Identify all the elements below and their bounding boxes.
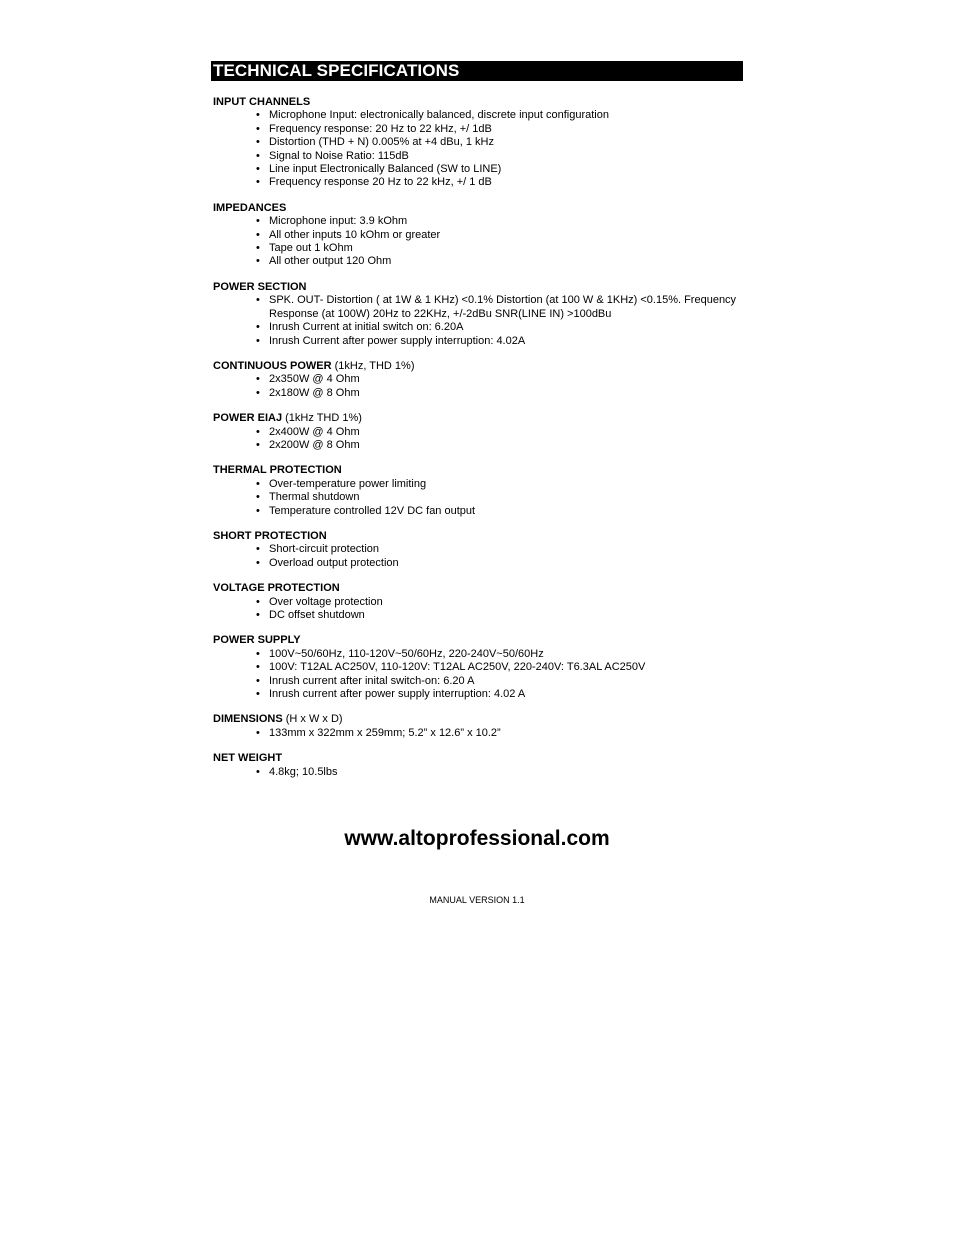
list-item-text: 100V: T12AL AC250V, 110-120V: T12AL AC250V, 220-240V: T6.3AL AC250V	[269, 661, 646, 674]
list-item-text: Inrush Current after power supply interruption: 4.02A	[269, 334, 526, 347]
list-item	[256, 136, 743, 149]
spec-section	[213, 464, 743, 518]
section-subheading: (1kHz THD 1%)	[282, 412, 362, 425]
list-item	[256, 373, 743, 386]
list-item-text: Overload output protection	[269, 556, 399, 569]
section-heading-line	[213, 202, 743, 215]
list-item-text: 2x350W @ 4 Ohm	[269, 373, 360, 386]
list-item-text: 100V~50/60Hz, 110-120V~50/60Hz, 220-240V~50/60Hz	[269, 647, 544, 660]
list-item	[256, 294, 743, 321]
section-heading-line	[213, 634, 743, 647]
list-item-text: Over voltage protection	[269, 595, 383, 608]
spec-section	[213, 634, 743, 701]
bullet-icon: •	[256, 609, 260, 621]
section-heading-line	[213, 582, 743, 595]
section-heading-line	[213, 713, 743, 726]
list-item-text: Frequency response: 20 Hz to 22 kHz, +/ 1dB	[269, 122, 492, 135]
bullet-icon: •	[256, 176, 260, 189]
bullet-icon: •	[256, 425, 260, 438]
list-item	[256, 386, 743, 400]
bullet-icon: •	[256, 647, 260, 660]
list-item-text: Inrush Current at initial switch on: 6.20A	[269, 321, 464, 334]
spec-section	[213, 412, 743, 452]
bullet-icon: •	[256, 255, 260, 268]
bullet-icon: •	[256, 122, 260, 135]
section-heading: NET WEIGHT	[213, 752, 283, 765]
bullet-icon: •	[256, 386, 260, 399]
bullet-icon: •	[256, 674, 260, 687]
bullet-icon: •	[256, 215, 260, 228]
list-item	[256, 149, 743, 163]
list-item	[256, 215, 743, 228]
spec-list	[213, 373, 743, 400]
bullet-icon: •	[256, 373, 260, 386]
list-item	[256, 661, 743, 674]
spec-list	[213, 426, 743, 453]
section-heading-line	[213, 281, 743, 294]
bullet-icon: •	[256, 661, 260, 674]
section-heading-line	[213, 96, 743, 109]
section-heading: CONTINUOUS POWER	[213, 359, 332, 372]
bullet-icon: •	[256, 294, 260, 307]
spec-section	[213, 582, 743, 622]
manual-version: MANUAL VERSION 1.1	[429, 895, 525, 905]
list-item-text: Signal to Noise Ratio: 115dB	[269, 149, 409, 162]
section-heading: SHORT PROTECTION	[213, 529, 327, 542]
list-item-text: Microphone Input: electronically balanced, discrete input configuration	[269, 109, 609, 122]
section-heading: DIMENSIONS	[213, 713, 283, 726]
list-item	[256, 477, 743, 491]
bullet-icon: •	[256, 228, 260, 241]
list-item-text: Distortion (THD + N) 0.005% at +4 dBu, 1 kHz	[269, 136, 494, 149]
list-item	[256, 765, 743, 779]
list-item	[256, 228, 743, 242]
spec-list	[213, 766, 743, 779]
list-item	[256, 122, 743, 136]
bullet-icon: •	[256, 504, 260, 517]
list-item-text: All other output 120 Ohm	[269, 255, 392, 268]
section-heading: IMPEDANCES	[213, 201, 287, 214]
section-subheading: (H x W x D)	[282, 713, 343, 726]
spec-section	[213, 281, 743, 348]
section-heading: VOLTAGE PROTECTION	[213, 582, 340, 595]
bullet-icon: •	[256, 726, 260, 739]
list-item-text: Inrush current after power supply interruption: 4.02 A	[269, 688, 526, 701]
list-item-text: 4.8kg; 10.5lbs	[269, 765, 338, 778]
spec-list	[213, 478, 743, 518]
list-item-text: 2x400W @ 4 Ohm	[269, 425, 360, 438]
section-heading-line	[213, 752, 743, 765]
title-bar	[211, 61, 743, 81]
spec-list	[213, 215, 743, 269]
list-item	[256, 321, 743, 334]
bullet-icon: •	[256, 109, 260, 122]
section-heading-line	[213, 464, 743, 477]
list-item-text: Short-circuit protection	[269, 543, 380, 556]
section-heading-line	[213, 412, 743, 425]
list-item-text: 133mm x 322mm x 259mm; 5.2” x 12.6” x 10.2”	[269, 726, 501, 739]
list-item	[256, 109, 743, 122]
spec-list	[213, 543, 743, 570]
list-item-text: Inrush current after inital switch-on: 6.20 A	[269, 674, 475, 687]
list-item	[256, 674, 743, 688]
bullet-icon: •	[256, 688, 260, 701]
list-item	[256, 647, 743, 661]
list-item	[256, 595, 743, 609]
bullet-icon: •	[256, 136, 260, 149]
list-item	[256, 556, 743, 570]
spec-list	[213, 109, 743, 189]
list-item-text: 2x180W @ 8 Ohm	[269, 386, 360, 399]
section-heading: POWER SUPPLY	[213, 634, 301, 647]
list-item	[256, 491, 743, 504]
bullet-icon: •	[256, 334, 260, 347]
list-item-text: Over-temperature power limiting	[269, 477, 427, 490]
spec-list	[213, 596, 743, 623]
list-item	[256, 726, 743, 740]
list-item	[256, 609, 743, 622]
section-heading-line	[213, 360, 743, 373]
bullet-icon: •	[256, 242, 260, 255]
spec-list	[213, 727, 743, 740]
bullet-icon: •	[256, 491, 260, 504]
bullet-icon: •	[256, 543, 260, 556]
website-url: www.altoprofessional.com	[344, 827, 610, 850]
list-item-text: Tape out 1 kOhm	[269, 242, 353, 255]
list-item-text: Line input Electronically Balanced (SW to LINE)	[269, 163, 502, 176]
list-item-text: All other inputs 10 kOhm or greater	[269, 228, 441, 241]
list-item-text: Temperature controlled 12V DC fan output	[269, 504, 476, 517]
bullet-icon: •	[256, 438, 260, 451]
section-heading: POWER EIAJ	[213, 412, 283, 425]
spec-section	[213, 202, 743, 269]
section-heading: INPUT CHANNELS	[213, 96, 311, 108]
list-item	[256, 688, 743, 701]
section-subheading: (1kHz, THD 1%)	[331, 359, 415, 372]
bullet-icon: •	[256, 765, 260, 778]
bullet-icon: •	[256, 595, 260, 608]
spec-list	[213, 294, 743, 348]
bullet-icon: •	[256, 556, 260, 569]
spec-list	[213, 648, 743, 702]
list-item	[256, 425, 743, 439]
spec-section	[213, 96, 743, 190]
section-heading: POWER SECTION	[213, 280, 307, 293]
list-item	[256, 242, 743, 255]
spec-section	[213, 360, 743, 400]
spec-section	[213, 713, 743, 740]
list-item-text: Thermal shutdown	[269, 491, 360, 504]
list-item	[256, 504, 743, 518]
list-item	[256, 334, 743, 348]
list-item	[256, 163, 743, 176]
page-title: TECHNICAL SPECIFICATIONS	[213, 61, 460, 80]
list-item-text: SPK. OUT- Distortion ( at 1W & 1 KHz) <0.1% Distortion (at 100 W & 1KHz) <0.15%. Frequency Response (at 100W) 20Hz to 22KHz, +/-2dBu SNR(LINE IN) >100dBu	[269, 294, 737, 320]
list-item-text: Frequency response 20 Hz to 22 kHz, +/ 1 dB	[269, 176, 492, 189]
list-item-text: 2x200W @ 8 Ohm	[269, 438, 360, 451]
bullet-icon: •	[256, 149, 260, 162]
list-item	[256, 438, 743, 452]
spec-section	[213, 752, 743, 779]
list-item-text: DC offset shutdown	[269, 609, 365, 621]
bullet-icon: •	[256, 477, 260, 490]
spec-sections	[213, 96, 743, 791]
bullet-icon: •	[256, 321, 260, 334]
list-item	[256, 176, 743, 189]
list-item	[256, 255, 743, 268]
bullet-icon: •	[256, 163, 260, 176]
spec-section	[213, 530, 743, 570]
section-heading: THERMAL PROTECTION	[213, 464, 342, 477]
list-item-text: Microphone input: 3.9 kOhm	[269, 215, 408, 228]
section-heading-line	[213, 530, 743, 543]
list-item	[256, 543, 743, 556]
